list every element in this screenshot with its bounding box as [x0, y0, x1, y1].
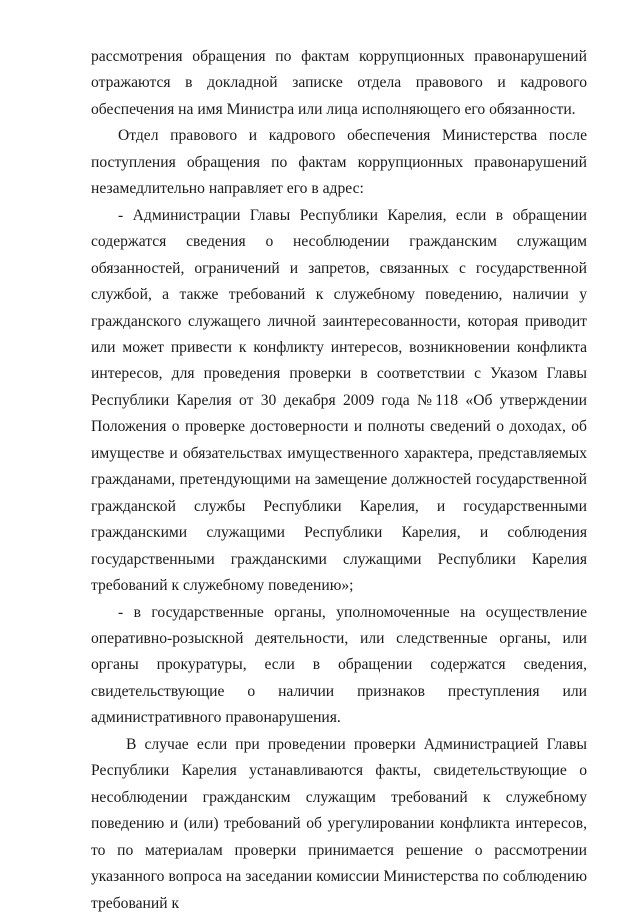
paragraph-verification-case: В случае если при проведении проверки Администрацией Главы Республики Карелия устанавливаются факты, свидетельствующие о несоблюдении гражданским служащим требований к служебному поведению и (или) требований об урегулировании конфликта интересов, то по материалам проверки принимается решение о рассмотрении указанного вопроса на заседании комиссии Министерства по соблюдению требований к [91, 735, 587, 912]
paragraph-list-item-state-bodies: - в государственные органы, уполномоченные на осуществление оперативно-розыскной деятельности, или следственные органы, или органы прокуратуры, если в обращении содержатся сведения, свидетельствующие о наличии признаков преступления или административного правонарушения. [91, 603, 587, 727]
paragraph-department-action: Отдел правового и кадрового обеспечения Министерства после поступления обращения по фактам коррупционных правонарушений незамедлительно направляет его в адрес: [91, 127, 587, 198]
document-body [91, 44, 587, 917]
paragraph-continuation: рассмотрения обращения по фактам коррупционных правонарушений отражаются в докладной записке отдела правового и кадрового обеспечения на имя Министра или лица исполняющего его обязанности. [91, 48, 587, 118]
paragraph-list-item-administration: - Администрации Главы Республики Карелия, если в обращении содержатся сведения о несоблюдении гражданским служащим обязанностей, ограничений и запретов, связанных с государственной службой, а также требований к служебному поведению, наличии у гражданского служащего личной заинтересованности, которая приводит или может привести к конфликту интересов, возникновении конфликта интересов, для проведения проверки в соответствии с Указом Главы Республики Карелия от 30 декабря 2009 года №118 «Об утверждении Положения о проверке достоверности и полноты сведений о доходах, об имуществе и обязательствах имущественного характера, представляемых гражданами, претендующими на замещение должностей государственной гражданской службы Республики Карелия, и государственными гражданскими служащими Республики Карелия, и соблюдения государственными гражданскими служащими Республики Карелия требований к служебному поведению»; [91, 206, 587, 595]
